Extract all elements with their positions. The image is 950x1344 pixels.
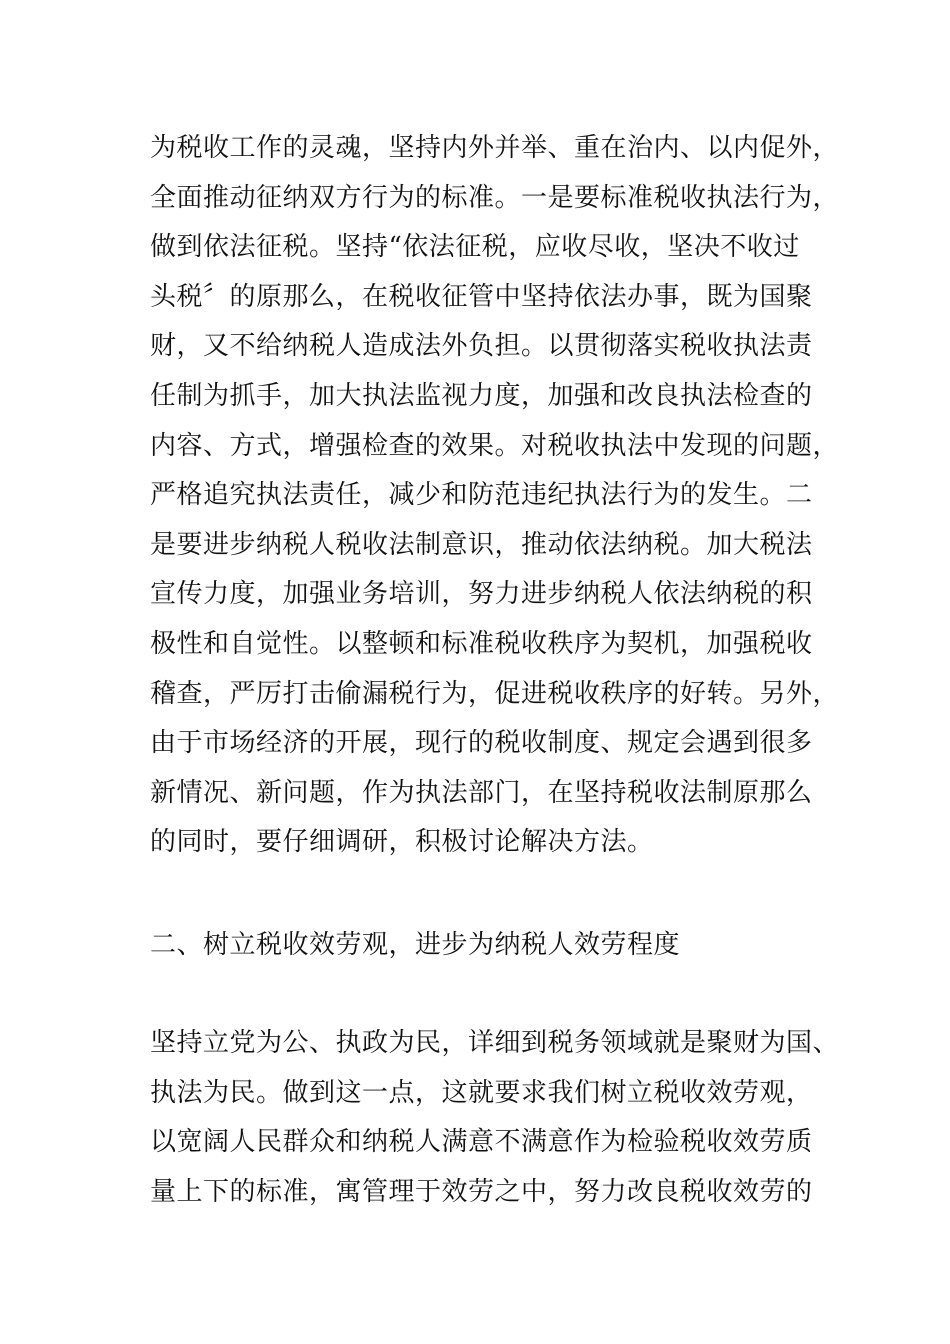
text-line: 坚持立党为公、执政为民，详细到税务领域就是聚财为国、 — [150, 1028, 840, 1058]
text-line: 财，又不给纳税人造成法外负担。以贯彻落实税收执法责 — [150, 331, 813, 362]
body-paragraph-2 — [150, 1019, 840, 1217]
text-line: 做到依法征税。坚持“依法征税，应收尽收，坚决不收过 — [150, 232, 800, 263]
text-line: 任制为抓手，加大执法监视力度，加强和改良执法检查的 — [150, 380, 813, 411]
text-line: 是要进步纳税人税收法制意识，推动依法纳税。加大税法 — [150, 529, 813, 560]
text-line: 以宽阔人民群众和纳税人满意不满意作为检验税收效劳质 — [150, 1127, 813, 1158]
text-line: 稽查，严厉打击偷漏税行为，促进税收秩序的好转。另外， — [150, 678, 840, 709]
text-line: 内容、方式，增强检查的效果。对税收执法中发现的问题， — [150, 430, 840, 461]
text-line: 头税〞的原那么，在税收征管中坚持依法办事，既为国聚 — [150, 281, 813, 312]
text-line: 由于市场经济的开展，现行的税收制度、规定会遇到很多 — [150, 728, 813, 759]
text-line: 全面推动征纳双方行为的标准。一是要标准税收执法行为， — [150, 182, 840, 213]
section-heading-text: 二、树立税收效劳观，进步为纳税人效劳程度 — [150, 930, 681, 960]
text-line: 的同时，要仔细调研，积极讨论解决方法。 — [150, 827, 654, 858]
text-line: 极性和自觉性。以整顿和标准税收秩序为契机，加强税收 — [150, 628, 813, 659]
text-line: 宣传力度，加强业务培训，努力进步纳税人依法纳税的积 — [150, 579, 813, 610]
body-paragraph-1 — [150, 124, 840, 868]
text-line: 量上下的标准，寓管理于效劳之中，努力改良税收效劳的 — [150, 1176, 813, 1207]
section-heading — [150, 921, 810, 971]
text-line: 执法为民。做到这一点，这就要求我们树立税收效劳观， — [150, 1077, 813, 1108]
text-line: 新情况、新问题，作为执法部门，在坚持税收法制原那么 — [150, 777, 813, 808]
text-line: 严格追究执法责任，减少和防范违纪执法行为的发生。二 — [150, 480, 813, 511]
text-line: 为税收工作的灵魂，坚持内外并举、重在治内、以内促外， — [150, 133, 840, 163]
